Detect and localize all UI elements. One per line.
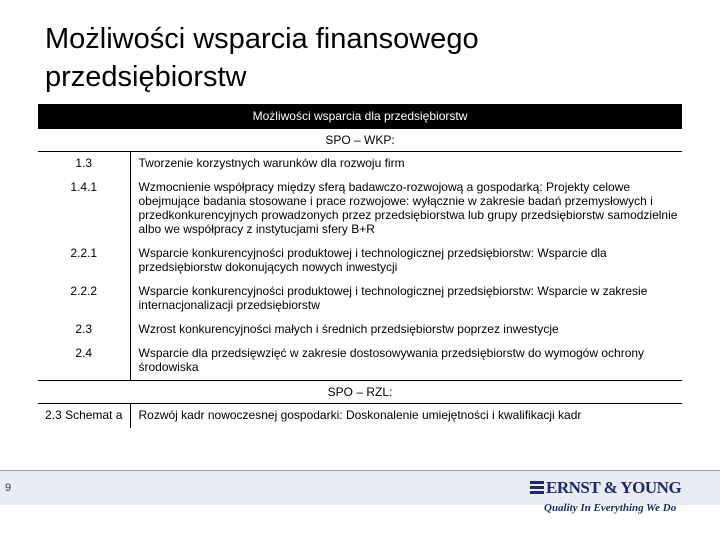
support-table (38, 104, 682, 428)
table-row (38, 280, 682, 318)
table-header: Możliwości wsparcia dla przedsiębiorstw (38, 104, 682, 129)
table-row (38, 176, 682, 242)
logo-mark-icon (530, 480, 544, 494)
table-row (38, 152, 682, 177)
table-row (38, 342, 682, 381)
table-row (38, 404, 682, 429)
row-code: 2.3 (38, 318, 130, 342)
logo-wordmark: ERNST & YOUNG (530, 478, 681, 498)
row-description: Wsparcie konkurencyjności produktowej i technologicznej przedsiębiorstw: Wsparcie w zakresie internacjonalizacji przedsiębiorstw (138, 284, 648, 312)
section-row (38, 381, 682, 404)
row-description: Wzrost konkurencyjności małych i średnich przedsiębiorstw poprzez inwestycje (138, 322, 559, 336)
section-label-spo-rzl: SPO – RZL: (38, 381, 682, 404)
section-row (38, 129, 682, 152)
section-label-spo-wkp: SPO – WKP: (38, 129, 682, 152)
row-code: 1.3 (38, 152, 130, 177)
row-code: 2.2.2 (38, 280, 130, 318)
row-code: 2.2.1 (38, 242, 130, 280)
table-row (38, 318, 682, 342)
logo-tagline: Quality In Everything We Do (544, 502, 677, 514)
row-description: Wzmocnienie współpracy między sferą badawczo-rozwojową a gospodarką: Projekty celowe obejmujące badania stosowane i prace rozwojowe: wyłącznie w zakresie badań przemysłowych i przedkonkurencyjnych prowadzonych przez przedsiębiorstwa lub grupy przedsiębiorstw samodzielnie albo we współpracy z instytucjami sfery B+R (138, 180, 678, 236)
row-description: Tworzenie korzystnych warunków dla rozwoju firm (138, 156, 405, 170)
row-description: Wsparcie dla przedsięwzięć w zakresie dostosowywania przedsiębiorstw do wymogów ochrony środowiska (138, 346, 645, 374)
slide-title: Możliwości wsparcia finansowego przedsiębiorstw (45, 23, 479, 93)
ernst-young-logo (530, 478, 690, 518)
row-code: 2.3 Schemat a (38, 404, 130, 429)
row-description: Rozwój kadr nowoczesnej gospodarki: Doskonalenie umiejętności i kwalifikacji kadr (138, 408, 582, 422)
row-description: Wsparcie konkurencyjności produktowej i technologicznej przedsiębiorstw: Wsparcie dla przedsiębiorstw dokonujących nowych inwestycji (138, 246, 607, 274)
row-code: 1.4.1 (38, 176, 130, 242)
row-code: 2.4 (38, 342, 130, 381)
table-row (38, 242, 682, 280)
page-number: 9 (5, 482, 12, 494)
table-header-row (38, 104, 682, 129)
